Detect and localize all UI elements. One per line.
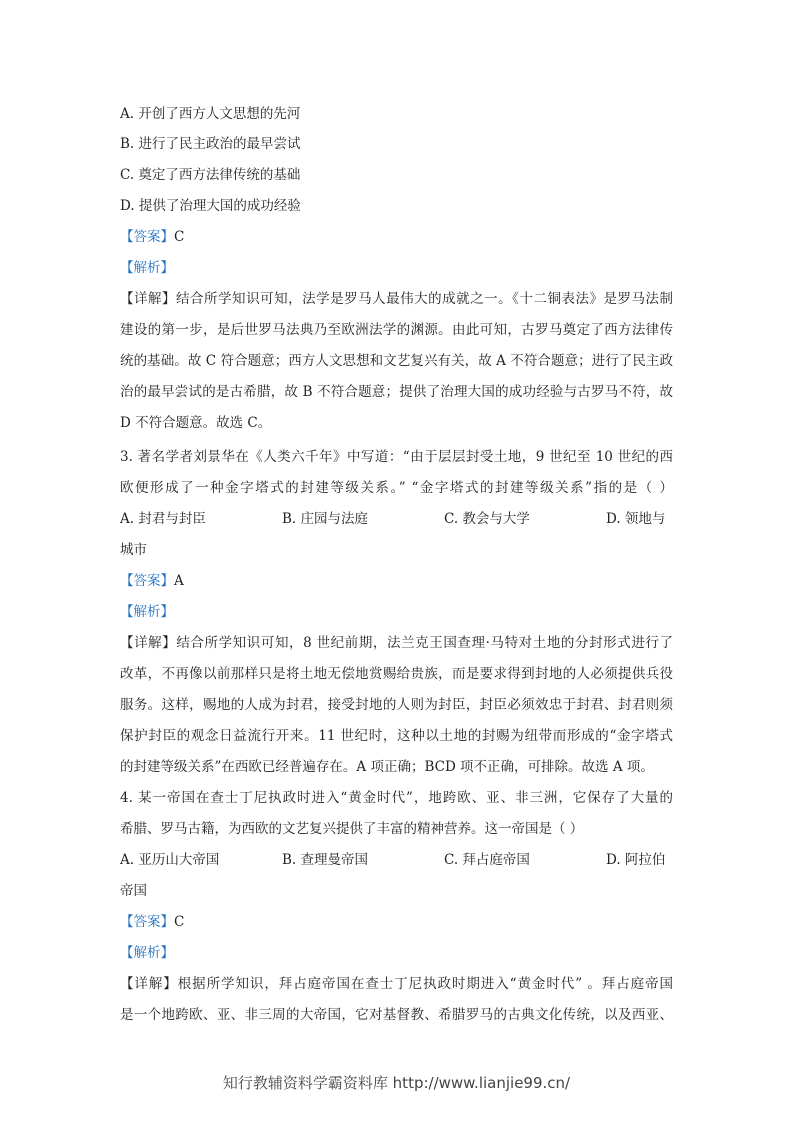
answer-tag: 【答案】	[120, 573, 174, 589]
q3-stem: 3. 著名学者刘景华在《人类六千年》中写道：“由于层层封受土地，9 世纪至 10 世纪的西	[120, 449, 673, 465]
q2-option-a: A. 开创了西方人文思想的先河	[120, 106, 301, 122]
q2-detail-line: D 不符合题意。故选 C。	[120, 415, 272, 431]
q4-stem: 4. 某一帝国在查士丁尼执政时进入“黄金时代”，地跨欧、亚、非三洲，它保存了大量的	[120, 790, 673, 806]
answer-tag: 【答案】	[120, 229, 174, 245]
q4-option-b: B. 查理曼帝国	[282, 852, 369, 868]
detail-tag: 【详解】	[120, 291, 177, 307]
q3-detail-line	[120, 633, 673, 653]
q2-answer	[120, 227, 184, 247]
q3-option-a: A. 封君与封臣	[120, 511, 206, 527]
detail-tag: 【详解】	[120, 976, 178, 992]
q4-stem: 希腊、罗马古籍，为西欧的文艺复兴提供了丰富的精神营养。这一帝国是（ ）	[120, 821, 584, 837]
q4-option-d-wrap: 帝国	[120, 883, 147, 899]
q3-option-c: C. 教会与大学	[444, 511, 530, 527]
answer-value: C	[174, 229, 185, 245]
footer-watermark: 知行教辅资料学霸资料库 http://www.lianjie99.cn/	[222, 1074, 571, 1092]
q4-detail-line	[120, 974, 673, 994]
detail-text: 根据所学知识，拜占庭帝国在查士丁尼执政时期进入“黄金时代” 。拜占庭帝国	[177, 976, 674, 992]
q4-analysis-tag: 【解析】	[120, 945, 174, 961]
q2-analysis-tag: 【解析】	[120, 260, 174, 276]
q2-detail-line: 治的最早尝试的是古希腊，故 B 不符合题意；提供了治理大国的成功经验与古罗马不符，故	[120, 384, 673, 400]
q4-detail-line: 是一个地跨欧、亚、非三周的大帝国，它对基督教、希腊罗马的古典文化传统，以及西亚、	[120, 1007, 673, 1023]
q2-detail-line	[120, 289, 673, 309]
q2-option-d: D. 提供了治理大国的成功经验	[120, 198, 301, 214]
q3-analysis-tag: 【解析】	[120, 604, 174, 620]
q3-option-d-wrap: 城市	[120, 542, 147, 558]
q3-option-b: B. 庄园与法庭	[282, 511, 369, 527]
q4-option-d: D. 阿拉伯	[606, 852, 666, 868]
detail-text: 结合所学知识可知，法学是罗马人最伟大的成就之一。《十二铜表法》是罗马法制	[176, 291, 674, 307]
q3-option-d: D. 领地与	[606, 511, 666, 527]
q2-detail-line: 统的基础。故 C 符合题意；西方人文思想和文艺复兴有关，故 A 不符合题意；进行了民主政	[120, 353, 673, 369]
q3-answer	[120, 571, 184, 591]
q3-detail-line: 的封建等级关系”在西欧已经普遍存在。A 项正确；BCD 项不正确，可排除。故选 A 项。	[120, 759, 654, 775]
q3-detail-line: 保护封臣的观念日益流行开来。11 世纪时，这种以土地的封赐为纽带而形成的“金字塔式	[120, 728, 673, 744]
detail-tag: 【详解】	[120, 635, 177, 651]
answer-value: A	[174, 573, 184, 589]
q3-detail-line: 服务。这样，赐地的人成为封君，接受封地的人则为封臣，封臣必须效忠于封君、封君则须	[120, 697, 673, 713]
q4-answer	[120, 912, 184, 932]
detail-text: 结合所学知识可知，8 世纪前期，法兰克王国查理·马特对土地的分封形式进行了	[176, 635, 674, 651]
q4-option-a: A. 亚历山大帝国	[120, 852, 220, 868]
q2-option-c: C. 奠定了西方法律传统的基础	[120, 167, 301, 183]
q3-detail-line: 改革，不再像以前那样只是将土地无偿地赏赐给贵族，而是要求得到封地的人必须提供兵役	[120, 666, 673, 682]
answer-tag: 【答案】	[120, 914, 174, 930]
answer-value: C	[174, 914, 185, 930]
q2-detail-line: 建设的第一步，是后世罗马法典乃至欧洲法学的渊源。由此可知，古罗马奠定了西方法律传	[120, 322, 673, 338]
q2-option-b: B. 进行了民主政治的最早尝试	[120, 136, 301, 152]
q3-stem: 欧便形成了一种金字塔式的封建等级关系。” “金字塔式的封建等级关系”指的是（ ）	[120, 480, 673, 496]
q4-option-c: C. 拜占庭帝国	[444, 852, 530, 868]
